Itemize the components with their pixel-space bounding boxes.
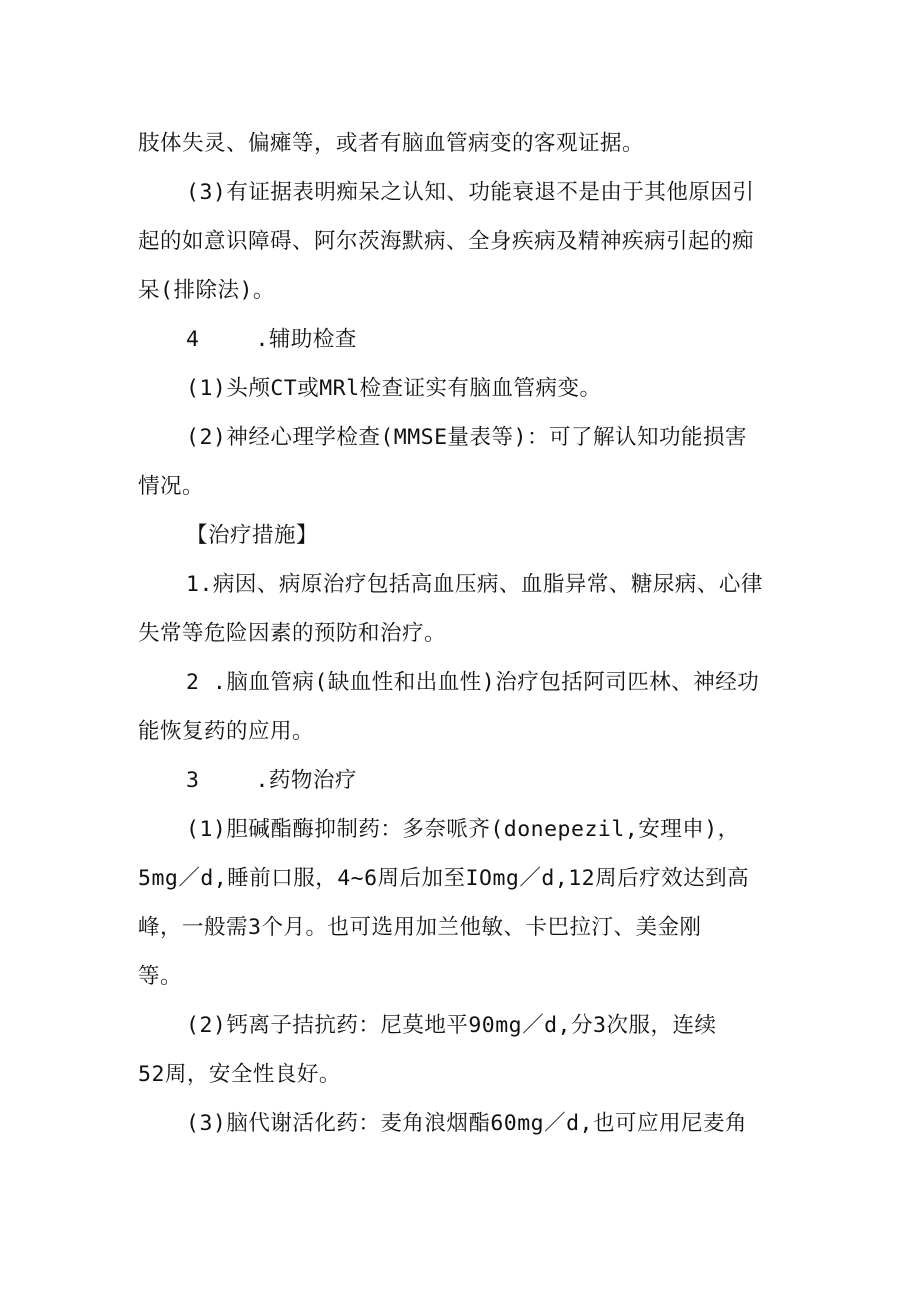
section-heading: 【治疗措施】 — [186, 523, 319, 548]
paragraph-line: 呆(排除法)。 — [138, 278, 275, 303]
paragraph-line: 能恢复药的应用。 — [138, 719, 315, 744]
paragraph-line: 肢体失灵、偏瘫等，或者有脑血管病变的客观证据。 — [138, 131, 645, 156]
paragraph-line: (3)有证据表明痴呆之认知、功能衰退不是由于其他原因引 — [186, 180, 755, 205]
paragraph-line: 起的如意识障碍、阿尔茨海默病、全身疾病及精神疾病引起的痴 — [138, 229, 755, 254]
paragraph-line: 52周，安全性良好。 — [138, 1062, 341, 1087]
paragraph-line: (1)头颅CT或MRl检查证实有脑血管病变。 — [186, 376, 602, 401]
paragraph-line: 等。 — [138, 964, 183, 989]
section-number: 3 — [186, 768, 200, 793]
section-title: .药物治疗 — [255, 768, 357, 793]
paragraph-line: (2)钙离子拮抗药：尼莫地平90mg／d,分3次服，连续 — [186, 1013, 717, 1038]
section-heading — [186, 320, 357, 360]
section-number: 4 — [186, 327, 200, 352]
section-title: .辅助检查 — [255, 327, 357, 352]
paragraph-line: (2)神经心理学检查(MMSE量表等)：可了解认知功能损害 — [186, 425, 747, 450]
paragraph-line: 5mg／d,睡前口服，4~6周后加至IOmg／d,12周后疗效达到高 — [138, 866, 750, 891]
paragraph-line: (1)胆碱酯酶抑制药：多奈哌齐(donepezil,安理申)， — [186, 817, 740, 842]
paragraph-line: 失常等危险因素的预防和治疗。 — [138, 621, 447, 646]
paragraph-line: 情况。 — [138, 474, 205, 499]
paragraph-line: (3)脑代谢活化药：麦角浪烟酯60mg／d,也可应用尼麦角 — [186, 1111, 747, 1136]
paragraph-line: 1.病因、病原治疗包括高血压病、血脂异常、糖尿病、心律 — [186, 572, 763, 597]
paragraph-line: 峰，一般需3个月。也可选用加兰他敏、卡巴拉汀、美金刚 — [138, 915, 702, 940]
paragraph-line: 2 .脑血管病(缺血性和出血性)治疗包括阿司匹林、神经功 — [186, 670, 760, 695]
section-heading — [186, 761, 357, 801]
